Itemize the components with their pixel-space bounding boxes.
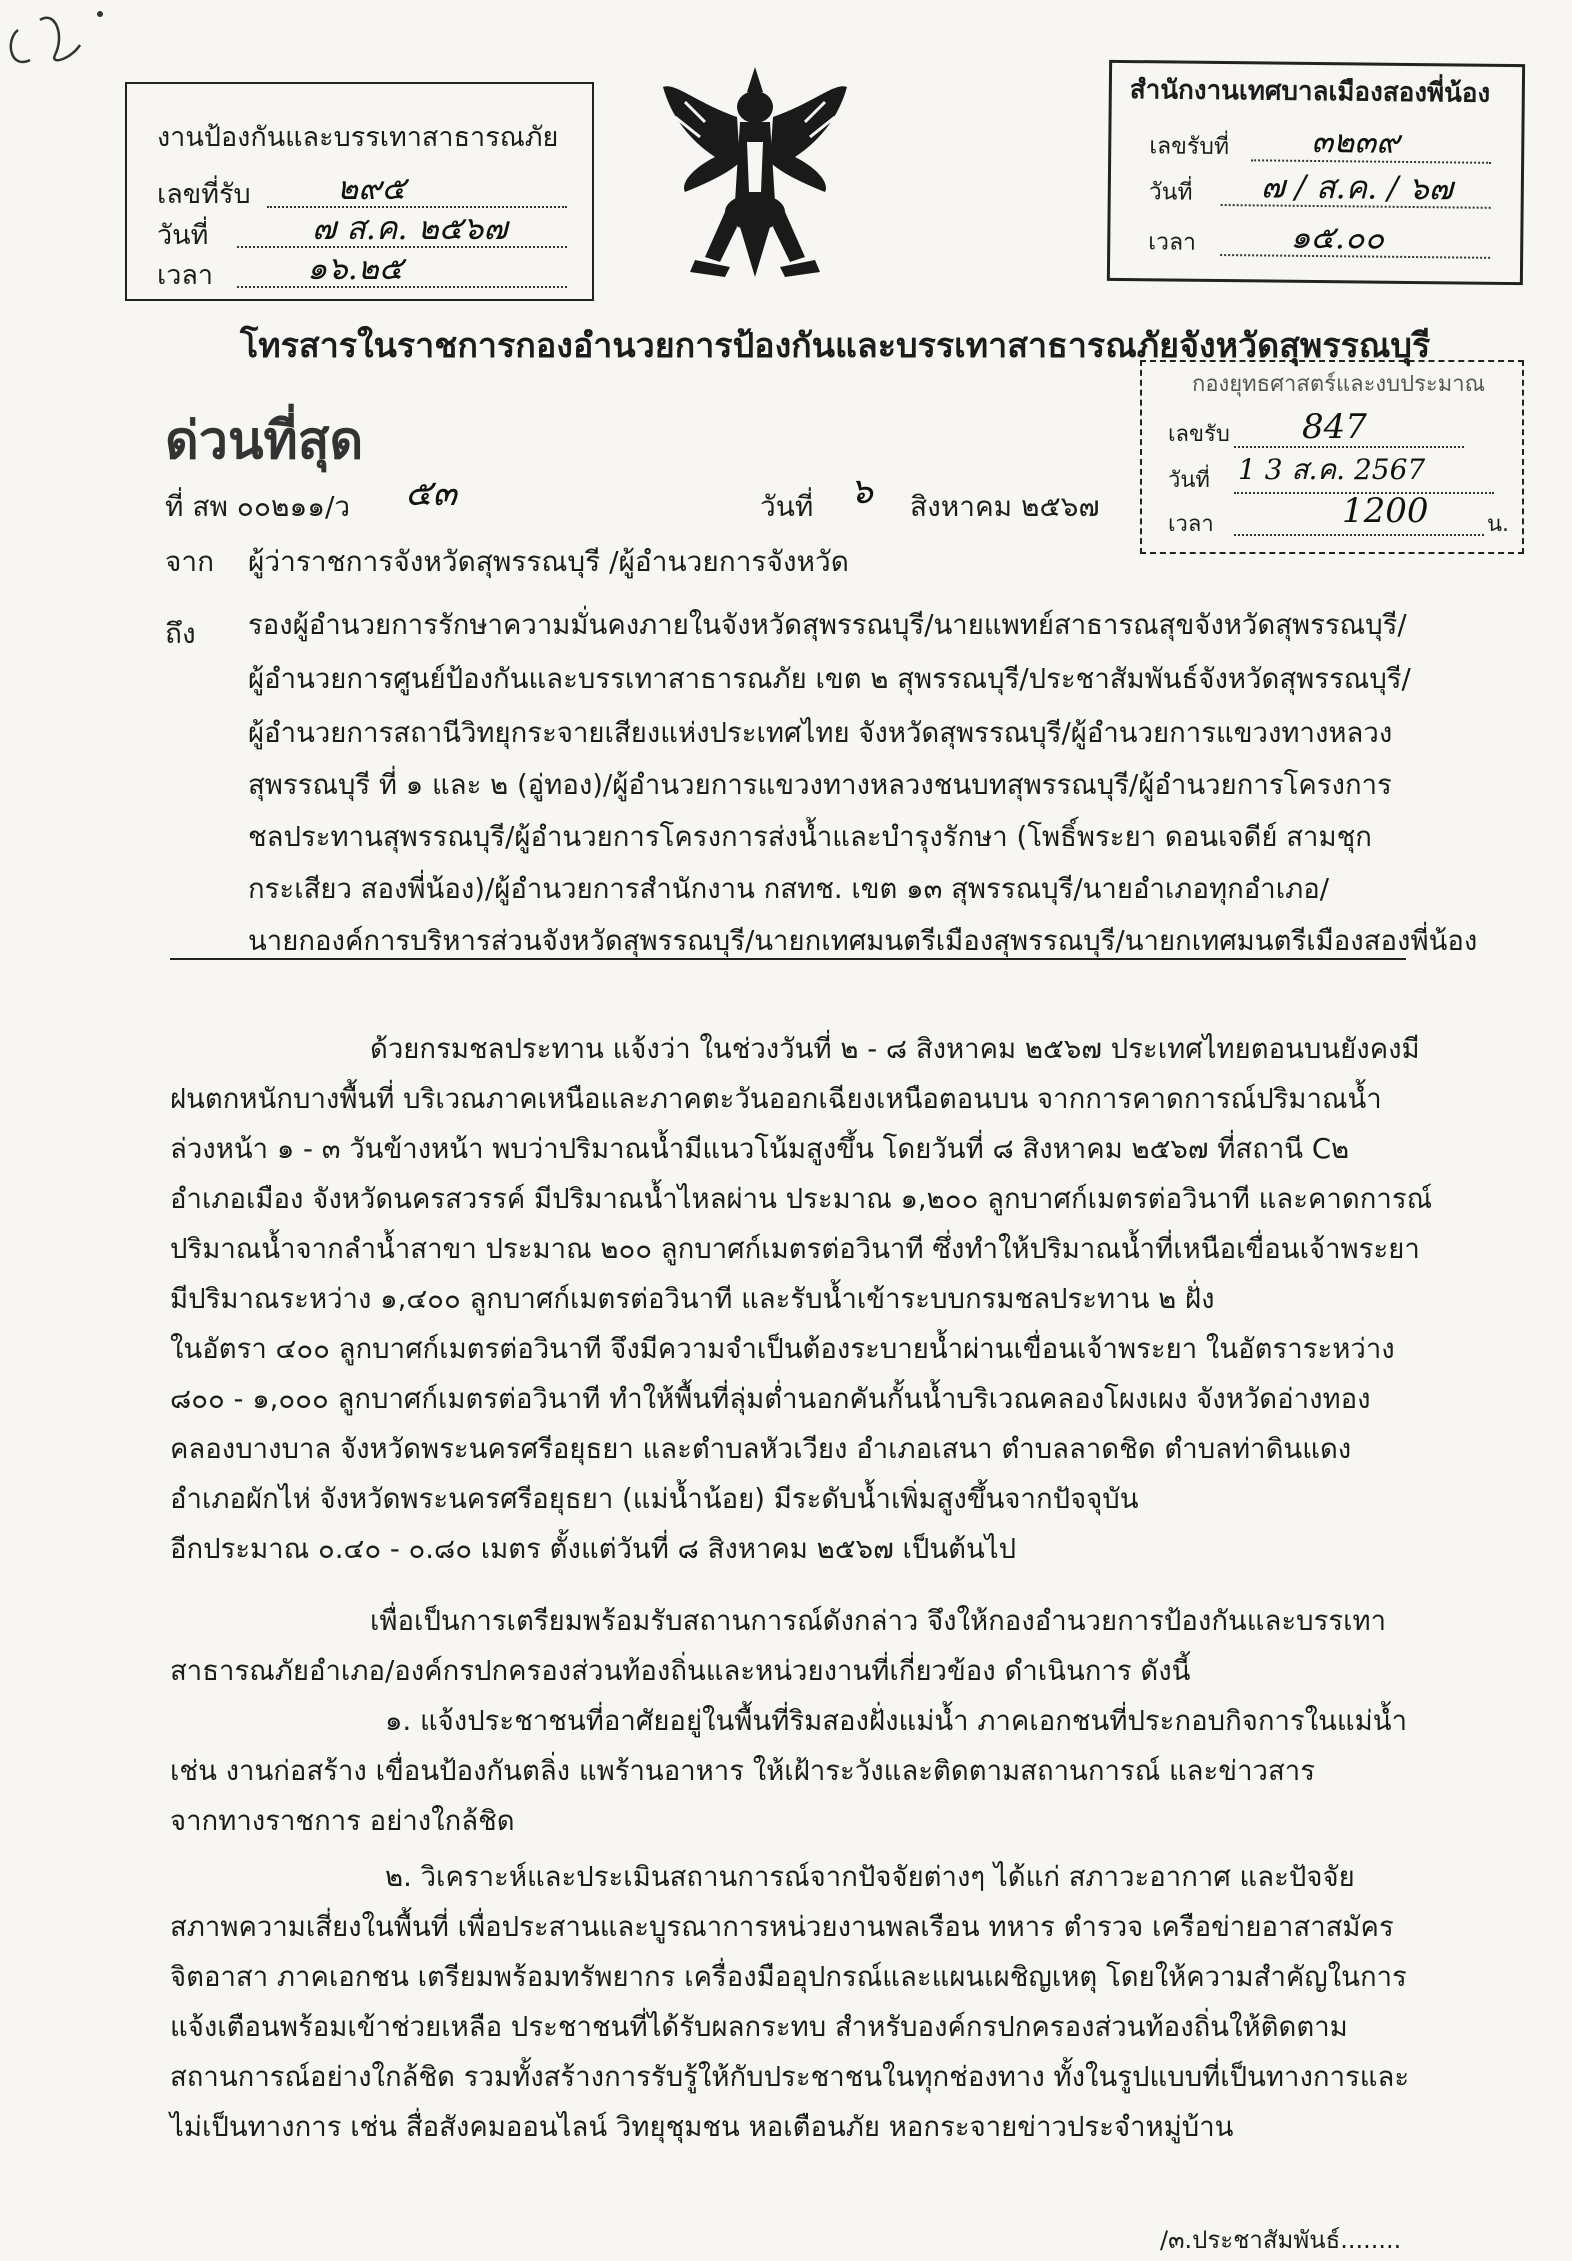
date-month-year: สิงหาคม ๒๕๖๗ xyxy=(910,490,1100,523)
reference-label: ที่ สพ ๐๐๒๑๑/ว xyxy=(165,490,351,523)
para1-line: ในอัตรา ๔๐๐ ลูกบาศก์เมตรต่อวินาที จึงมีความจำเป็นต้องระบายน้ำผ่านเขื่อนเจ้าพระยา ในอัตราระหว่าง xyxy=(170,1333,1395,1365)
stamp-title: สำนักงานเทศบาลเมืองสองพี่น้อง xyxy=(1129,75,1491,109)
to-line: กระเสียว สองพี่น้อง)/ผู้อำนวยการสำนักงาน กสทช. เขต ๑๓ สุพรรณบุรี/นายอำเภอทุกอำเภอ/ xyxy=(248,873,1329,905)
item2-line: แจ้งเตือนพร้อมเข้าช่วยเหลือ ประชาชนที่ได้รับผลกระทบ สำหรับองค์กรปกครองส่วนท้องถิ่นให้ติดตาม xyxy=(170,2011,1348,2043)
para1-line: มีปริมาณระหว่าง ๑,๔๐๐ ลูกบาศก์เมตรต่อวินาที และรับน้ำเข้าระบบกรมชลประทาน ๒ ฝั่ง xyxy=(170,1283,1215,1315)
para1-line: อีกประมาณ ๐.๔๐ - ๐.๘๐ เมตร ตั้งแต่วันที่ ๘ สิงหาคม ๒๕๖๗ เป็นต้นไป xyxy=(170,1533,1017,1565)
to-line: รองผู้อำนวยการรักษาความมั่นคงภายในจังหวัดสุพรรณบุรี/นายแพทย์สาธารณสุขจังหวัดสุพรรณบุรี/ xyxy=(248,609,1407,641)
stamp-title: งานป้องกันและบรรเทาสาธารณภัย xyxy=(157,122,559,153)
stamp-receipt-label: เลขรับ xyxy=(1168,422,1230,447)
item1-line: จากทางราชการ อย่างใกล้ชิด xyxy=(170,1805,515,1837)
item1-line: ๑. แจ้งประชาชนที่อาศัยอยู่ในพื้นที่ริมสองฝั่งแม่น้ำ ภาคเอกชนที่ประกอบกิจการในแม่น้ำ xyxy=(385,1705,1408,1737)
para1-line: ล่วงหน้า ๑ - ๓ วันข้างหน้า พบว่าปริมาณน้ำมีแนวโน้มสูงขึ้น โดยวันที่ ๘ สิงหาคม ๒๕๖๗ ที่สถานี C๒ xyxy=(170,1133,1350,1165)
item2-line: สถานการณ์อย่างใกล้ชิด รวมทั้งสร้างการรับรู้ให้กับประชาชนในทุกช่องทาง ทั้งในรูปแบบที่เป็นทางการและ xyxy=(170,2061,1410,2093)
para2-line: เพื่อเป็นการเตรียมพร้อมรับสถานการณ์ดังกล่าว จึงให้กองอำนวยการป้องกันและบรรเทา xyxy=(370,1605,1387,1637)
para1-line: ปริมาณน้ำจากลำน้ำสาขา ประมาณ ๒๐๐ ลูกบาศก์เมตรต่อวินาที ซึ่งทำให้ปริมาณน้ำที่เหนือเขื่อนเจ้าพระยา xyxy=(170,1233,1420,1265)
date-label: วันที่ xyxy=(760,490,814,523)
stamp-date-label: วันที่ xyxy=(1168,468,1210,493)
from-value: ผู้ว่าราชการจังหวัดสุพรรณบุรี /ผู้อำนวยการจังหวัด xyxy=(248,545,849,578)
item2-line: จิตอาสา ภาคเอกชน เตรียมพร้อมทรัพยากร เครื่องมืออุปกรณ์และแผนเผชิญเหตุ โดยให้ความสำคัญในการ xyxy=(170,1961,1407,1993)
header-divider xyxy=(170,958,1406,960)
stamp-receipt-label: เลขรับที่ xyxy=(1149,133,1230,161)
garuda-emblem xyxy=(655,62,855,287)
stamp-time-label: เวลา xyxy=(1148,229,1197,256)
stamp-date-label: วันที่ xyxy=(1148,179,1193,206)
stamp-time-value: ๑๕.๐๐ xyxy=(1290,217,1385,257)
para1-line: ฝนตกหนักบางพื้นที่ บริเวณภาคเหนือและภาคตะวันออกเฉียงเหนือตอนบน จากการคาดการณ์ปริมาณน้ำ xyxy=(170,1083,1382,1115)
continuation-note: /๓.ประชาสัมพันธ์........ xyxy=(1160,2226,1402,2254)
receipt-stamp-budget xyxy=(1140,360,1524,554)
receipt-stamp-left xyxy=(125,82,594,301)
stamp-date-value: ๗ ส.ค. ๒๕๖๗ xyxy=(312,209,508,247)
item2-line: สภาพความเสี่ยงในพื้นที่ เพื่อประสานและบูรณาการหน่วยงานพลเรือน ทหาร ตำรวจ เครือข่ายอาสาสมัคร xyxy=(170,1911,1394,1943)
stamp-receipt-value: ๒๙๕ xyxy=(337,169,406,207)
stamp-title: กองยุทธศาสตร์และงบประมาณ xyxy=(1192,372,1485,397)
to-line: ผู้อำนวยการสถานีวิทยุกระจายเสียงแห่งประเทศไทย จังหวัดสุพรรณบุรี/ผู้อำนวยการแขวงทางหลวง xyxy=(248,717,1393,749)
stamp-time-label: เวลา xyxy=(157,260,214,291)
document-title: โทรสารในราชการกองอำนวยการป้องกันและบรรเทาสาธารณภัยจังหวัดสุพรรณบุรี xyxy=(240,326,1431,366)
reference-number: ๕๓ xyxy=(405,473,457,514)
stamp-receipt-value: ๓๒๓๙ xyxy=(1311,121,1400,161)
para1-line: ๘๐๐ - ๑,๐๐๐ ลูกบาศก์เมตรต่อวินาที ทำให้พื้นที่ลุ่มต่ำนอกคันกั้นน้ำบริเวณคลองโผงเผง จังหวัดอ่างทอง xyxy=(170,1383,1371,1415)
to-line: นายกองค์การบริหารส่วนจังหวัดสุพรรณบุรี/นายกเทศมนตรีเมืองสุพรรณบุรี/นายกเทศมนตรีเมืองสองพี่น้อง xyxy=(248,925,1478,957)
date-day: ๖ xyxy=(850,471,873,512)
item2-line: ๒. วิเคราะห์และประเมินสถานการณ์จากปัจจัยต่างๆ ได้แก่ สภาวะอากาศ และปัจจัย xyxy=(385,1861,1355,1893)
to-line: ชลประทานสุพรรณบุรี/ผู้อำนวยการโครงการส่งน้ำและบำรุงรักษา (โพธิ์พระยา ดอนเจดีย์ สามชุก xyxy=(248,821,1372,853)
stamp-receipt-value: 847 xyxy=(1302,407,1367,447)
stamp-time-value: 1200 xyxy=(1342,491,1429,531)
to-label: ถึง xyxy=(165,617,196,650)
para2-line: สาธารณภัยอำเภอ/องค์กรปกครองส่วนท้องถิ่นและหน่วยงานที่เกี่ยวข้อง ดำเนินการ ดังนี้ xyxy=(170,1655,1191,1687)
stamp-time-value: ๑๖.๒๕ xyxy=(307,249,404,287)
item2-line: ไม่เป็นทางการ เช่น สื่อสังคมออนไลน์ วิทยุชุมชน หอเตือนภัย หอกระจายข่าวประจำหมู่บ้าน xyxy=(170,2111,1234,2143)
stamp-receipt-label: เลขที่รับ xyxy=(157,179,251,210)
stamp-date-value: ๗ / ส.ค. / ๖๗ xyxy=(1260,167,1454,208)
item1-line: เช่น งานก่อสร้าง เขื่อนป้องกันตลิ่ง แพร้านอาหาร ให้เฝ้าระวังและติดตามสถานการณ์ และข่าวสาร xyxy=(170,1755,1315,1787)
para1-line: อำเภอผักไห่ จังหวัดพระนครศรีอยุธยา (แม่น้ำน้อย) มีระดับน้ำเพิ่มสูงขึ้นจากปัจจุบัน xyxy=(170,1483,1139,1515)
stamp-time-suffix: น. xyxy=(1487,512,1510,537)
stamp-date-value: 1 3 ส.ค. 2567 xyxy=(1238,453,1426,486)
corner-scribble xyxy=(0,0,110,80)
to-line: ผู้อำนวยการศูนย์ป้องกันและบรรเทาสาธารณภัย เขต ๒ สุพรรณบุรี/ประชาสัมพันธ์จังหวัดสุพรรณบุรี/ xyxy=(248,663,1411,695)
para1-line: คลองบางบาล จังหวัดพระนครศรีอยุธยา และตำบลหัวเวียง อำเภอเสนา ตำบลลาดชิด ตำบลท่าดินแดง xyxy=(170,1433,1352,1465)
stamp-date-label: วันที่ xyxy=(157,220,209,251)
para1-line: อำเภอเมือง จังหวัดนครสวรรค์ มีปริมาณน้ำไหลผ่าน ประมาณ ๑,๒๐๐ ลูกบาศก์เมตรต่อวินาที และคาดการณ์ xyxy=(170,1183,1433,1215)
stamp-time-label: เวลา xyxy=(1168,512,1214,537)
urgency-label: ด่วนที่สุด xyxy=(165,411,364,471)
from-label: จาก xyxy=(165,545,215,578)
to-line: สุพรรณบุรี ที่ ๑ และ ๒ (อู่ทอง)/ผู้อำนวยการแขวงทางหลวงชนบทสุพรรณบุรี/ผู้อำนวยการโครงการ xyxy=(248,769,1392,801)
para1-line: ด้วยกรมชลประทาน แจ้งว่า ในช่วงวันที่ ๒ - ๘ สิงหาคม ๒๕๖๗ ประเทศไทยตอนบนยังคงมี xyxy=(370,1033,1420,1065)
receipt-stamp-right-top xyxy=(1107,60,1525,285)
